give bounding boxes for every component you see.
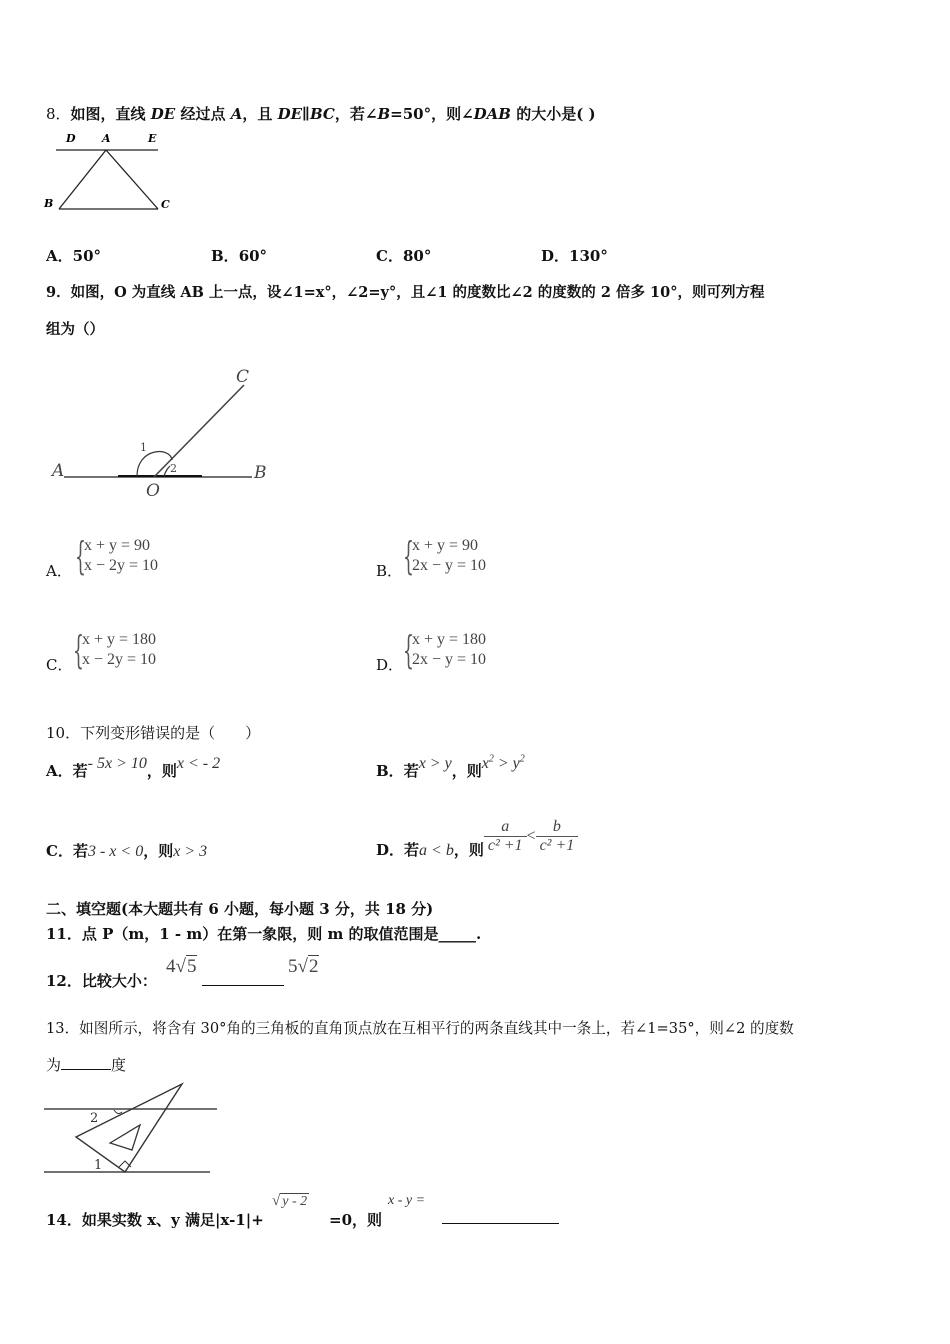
q9-option-c-system[interactable]	[73, 628, 157, 672]
q8-option-a-label: A．	[46, 247, 73, 265]
q14-text: 14．如果实数 x、y 满足|x-1|+	[46, 1211, 264, 1229]
q13-text-du: 度	[111, 1056, 127, 1074]
q8-figure	[40, 128, 180, 218]
q9-ray-oc	[154, 385, 244, 477]
q9-stem-line2: 组为（）	[46, 321, 104, 338]
q12-stem	[46, 970, 157, 991]
q8-text-d: ，若∠	[334, 105, 378, 123]
q9-option-c-eq2: x − 2y = 10	[82, 651, 157, 668]
q12-left-rad: 5	[186, 956, 197, 977]
q10-option-c-cond: 3 - x < 0	[87, 843, 144, 860]
q9-option-b-eq2: 2x − y = 10	[412, 557, 487, 574]
q13-stem-line2	[46, 1054, 126, 1075]
q9-option-c-eq1: x + y = 180	[82, 631, 157, 648]
q14-radical	[272, 1193, 309, 1210]
q10-option-a-cond: - 5x > 10	[87, 755, 147, 772]
q9-option-a-eq1: x + y = 90	[84, 537, 151, 554]
q8-number: 8．	[46, 105, 71, 123]
q9-option-c-brace: {	[73, 628, 84, 672]
q11-end: .	[476, 925, 482, 943]
q8-option-d-value: 130°	[569, 247, 608, 265]
q10-option-d-num1: a	[501, 818, 510, 835]
q8-option-c[interactable]	[376, 245, 431, 266]
q12-left-coef: 4	[166, 956, 176, 977]
q8-text-a: 如图，直线	[70, 105, 151, 123]
q8-label-c: C	[161, 198, 170, 211]
q8-stem	[46, 103, 596, 124]
q9-option-d-label: D．	[376, 656, 404, 674]
q13-figure	[40, 1080, 225, 1180]
q8-dab: DAB	[473, 105, 511, 123]
q8-a1: A	[230, 105, 243, 123]
q8-option-b[interactable]	[211, 245, 267, 266]
section2-title: 二、填空题(本大题共有 6 小题，每小题 3 分，共 18 分)	[46, 900, 434, 918]
q11-stem	[46, 923, 481, 944]
q10-option-d-label: D．	[376, 841, 405, 859]
q9-label-2: 2	[170, 462, 177, 475]
q12-right-rad: 2	[308, 956, 319, 977]
q9-figure	[44, 360, 284, 505]
q10-option-d-den2: c² +1	[536, 836, 579, 855]
q8-line-ac	[106, 150, 158, 209]
q8-label-a: A	[102, 132, 111, 145]
q14-radicand: y - 2	[282, 1194, 308, 1209]
q13-text-wei: 为	[46, 1056, 62, 1074]
q12-right-coef: 5	[288, 956, 298, 977]
q10-option-c-if: 若	[72, 842, 88, 860]
q10-option-d-frac2	[536, 818, 579, 855]
q8-de2: DE	[277, 105, 303, 123]
q10-option-a-label: A．	[46, 762, 73, 780]
q8-text-f: 的大小是( )	[510, 105, 596, 123]
q9-option-b-system[interactable]	[403, 534, 487, 578]
q14-stem	[46, 1209, 264, 1230]
q9-label-o: O	[146, 481, 160, 501]
q8-text-b: 经过点	[175, 105, 231, 123]
q10-option-d-then: ，则	[453, 841, 484, 859]
q10-option-d[interactable]	[376, 813, 578, 860]
q14-blank[interactable]	[442, 1223, 559, 1224]
q10-option-d-if: 若	[404, 841, 420, 859]
q10-option-b-res-base1: x	[481, 755, 489, 772]
q10-option-b-res-exp2: 2	[519, 753, 525, 765]
q9-option-b-eq1: x + y = 90	[412, 537, 479, 554]
q10-option-a-res: x < - 2	[176, 755, 221, 772]
q9-option-d-brace: {	[403, 628, 414, 672]
q12-blank[interactable]	[202, 971, 284, 986]
q10-option-b-if: 若	[403, 762, 419, 780]
q10-option-c-then: ，则	[143, 842, 174, 860]
q8-option-d-label: D．	[541, 247, 570, 265]
q13-label-1: 1	[94, 1158, 103, 1173]
q10-option-a[interactable]	[46, 755, 221, 781]
q8-option-d[interactable]	[541, 245, 608, 266]
q12-right-radical: √	[297, 956, 308, 977]
q8-option-a-value: 50°	[72, 247, 102, 265]
q10-option-d-num2: b	[552, 818, 561, 835]
q10-option-b-res-exp1: 2	[488, 753, 494, 765]
q8-option-a[interactable]	[46, 245, 101, 266]
q12-left-expr	[166, 956, 197, 978]
q13-triangle-inner	[110, 1125, 140, 1150]
q10-option-d-lt: <	[526, 827, 536, 845]
q8-option-b-value: 60°	[238, 247, 268, 265]
q13-blank[interactable]	[61, 1055, 111, 1070]
q13-stem-line1: 13．如图所示，将含有 30°角的三角板的直角顶点放在互相平行的两条直线其中一条上，若∠1=35°，则∠2 的度数	[46, 1020, 794, 1037]
q9-label-a: A	[52, 461, 65, 481]
q9-option-d-eq1: x + y = 180	[412, 631, 487, 648]
q8-option-c-label: C．	[376, 247, 403, 265]
q8-option-c-value: 80°	[402, 247, 432, 265]
q8-label-b: B	[44, 197, 54, 210]
q8-option-b-label: B．	[211, 247, 239, 265]
q10-option-a-if: 若	[72, 762, 88, 780]
q14-mid: =0，则	[329, 1211, 383, 1229]
q8-label-e: E	[148, 132, 157, 145]
q8-parallel: ∥	[302, 105, 310, 123]
q8-label-d: D	[66, 132, 76, 145]
q10-option-d-cond: a < b	[419, 842, 454, 859]
q9-option-a-brace: {	[75, 534, 86, 578]
q10-option-c-label: C．	[46, 842, 73, 860]
q12-text: 12．比较大小：	[46, 972, 157, 990]
q10-stem: 10．下列变形错误的是（ ）	[46, 724, 261, 742]
q9-option-b-brace: {	[403, 534, 414, 578]
q9-label-1: 1	[140, 441, 147, 454]
q9-option-d-system[interactable]	[403, 628, 487, 672]
q8-bc: BC	[309, 105, 335, 123]
q9-stem-line1: 9．如图，O 为直线 AB 上一点，设∠1=x°，∠2=y°，且∠1 的度数比∠2 的度数的 2 倍多 10°，则可列方程	[46, 284, 765, 301]
q13-label-2: 2	[90, 1111, 99, 1126]
q9-option-a-label: A．	[46, 562, 72, 580]
q8-text-c: ，且	[242, 105, 278, 123]
q10-option-d-den1: c² +1	[484, 836, 527, 855]
q10-option-a-then: ，则	[146, 762, 177, 780]
q10-option-b-cond: x > y	[418, 755, 452, 772]
q8-line-ab	[59, 150, 106, 209]
q8-b1: B	[377, 105, 391, 123]
q10-option-b-then: ，则	[451, 762, 482, 780]
q9-option-d-eq2: 2x − y = 10	[412, 651, 487, 668]
q12-right-expr	[288, 956, 319, 978]
q8-de1: DE	[150, 105, 176, 123]
q10-option-b[interactable]	[376, 753, 525, 781]
q14-expr: x - y =	[388, 1193, 426, 1208]
q8-text-e: =50°，则∠	[390, 105, 474, 123]
q11-blank[interactable]: _____	[438, 925, 477, 943]
q9-label-c: C	[236, 367, 250, 387]
q10-option-b-res-mid: > y	[493, 755, 520, 772]
q9-option-c-label: C．	[46, 656, 73, 674]
q12-left-radical: √	[175, 956, 186, 977]
q9-label-b: B	[254, 463, 267, 483]
q10-option-c-res: x > 3	[173, 843, 208, 860]
q9-option-a-system[interactable]	[75, 534, 159, 578]
q9-option-b-label: B．	[376, 562, 403, 580]
q10-option-b-label: B．	[376, 762, 404, 780]
q10-option-d-frac1	[484, 818, 527, 855]
q9-option-a-eq2: x − 2y = 10	[84, 557, 159, 574]
q11-text: 11．点 P（m，1 - m）在第一象限，则 m 的取值范围是	[46, 925, 439, 943]
q13-angle2-arc	[114, 1110, 122, 1114]
q14-radical-sign: √	[272, 1193, 281, 1209]
q13-triangle-outer	[76, 1084, 182, 1172]
q10-option-c[interactable]	[46, 840, 207, 861]
